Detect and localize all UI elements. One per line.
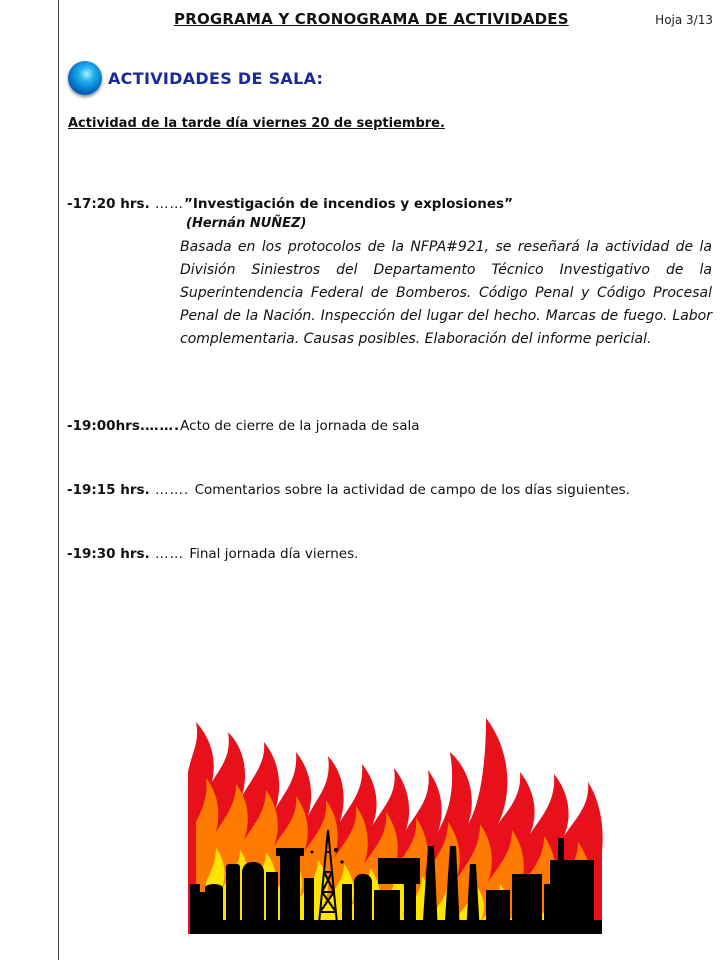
schedule-dots: …… [149,196,185,212]
schedule-activity: Acto de cierre de la jornada de sala [180,418,420,434]
schedule-dots: ……. [149,482,195,498]
schedule-item [67,546,358,562]
schedule-item [67,418,420,434]
blue-orb-bullet-icon [68,61,102,95]
schedule-activity: Comentarios sobre la actividad de campo de los días siguientes. [194,482,630,498]
schedule-time: -19:15 hrs. [67,482,150,498]
schedule-activity: Final jornada día viernes. [189,546,359,562]
schedule-item [67,482,630,498]
section-title: ACTIVIDADES DE SALA: [108,68,324,88]
schedule-time: -19:30 hrs. [67,546,150,562]
fire-illustration-svg [186,712,608,934]
industrial-fire-clipart [186,712,608,938]
left-margin-line [58,0,59,960]
schedule-time: -17:20 hrs. [67,196,150,212]
speaker-name: (Hernán NUÑEZ) [186,216,307,231]
page-number: Hoja 3/13 [655,13,713,27]
schedule-dots: ……. [145,418,181,434]
schedule-time: -19:00hrs. [67,418,146,434]
schedule-activity: ”Investigación de incendios y explosiones” [184,196,513,212]
page-title: PROGRAMA Y CRONOGRAMA DE ACTIVIDADES [174,10,569,28]
section-heading [68,58,323,98]
schedule-subtitle: Actividad de la tarde día viernes 20 de septiembre. [68,116,445,131]
activity-description: Basada en los protocolos de la NFPA#921, se reseñará la actividad de la División Siniestros del Departamento Técnico Investigativo de la Superintendencia Federal de Bomberos. Código Penal y Código Procesal Penal de la Nación. Inspección del lugar del hecho. Marcas de fuego. Labor complementaria. Causas posibles. Elaboración del informe pericial. [180,239,712,347]
schedule-item [67,196,513,212]
schedule-dots: …… [149,546,190,562]
